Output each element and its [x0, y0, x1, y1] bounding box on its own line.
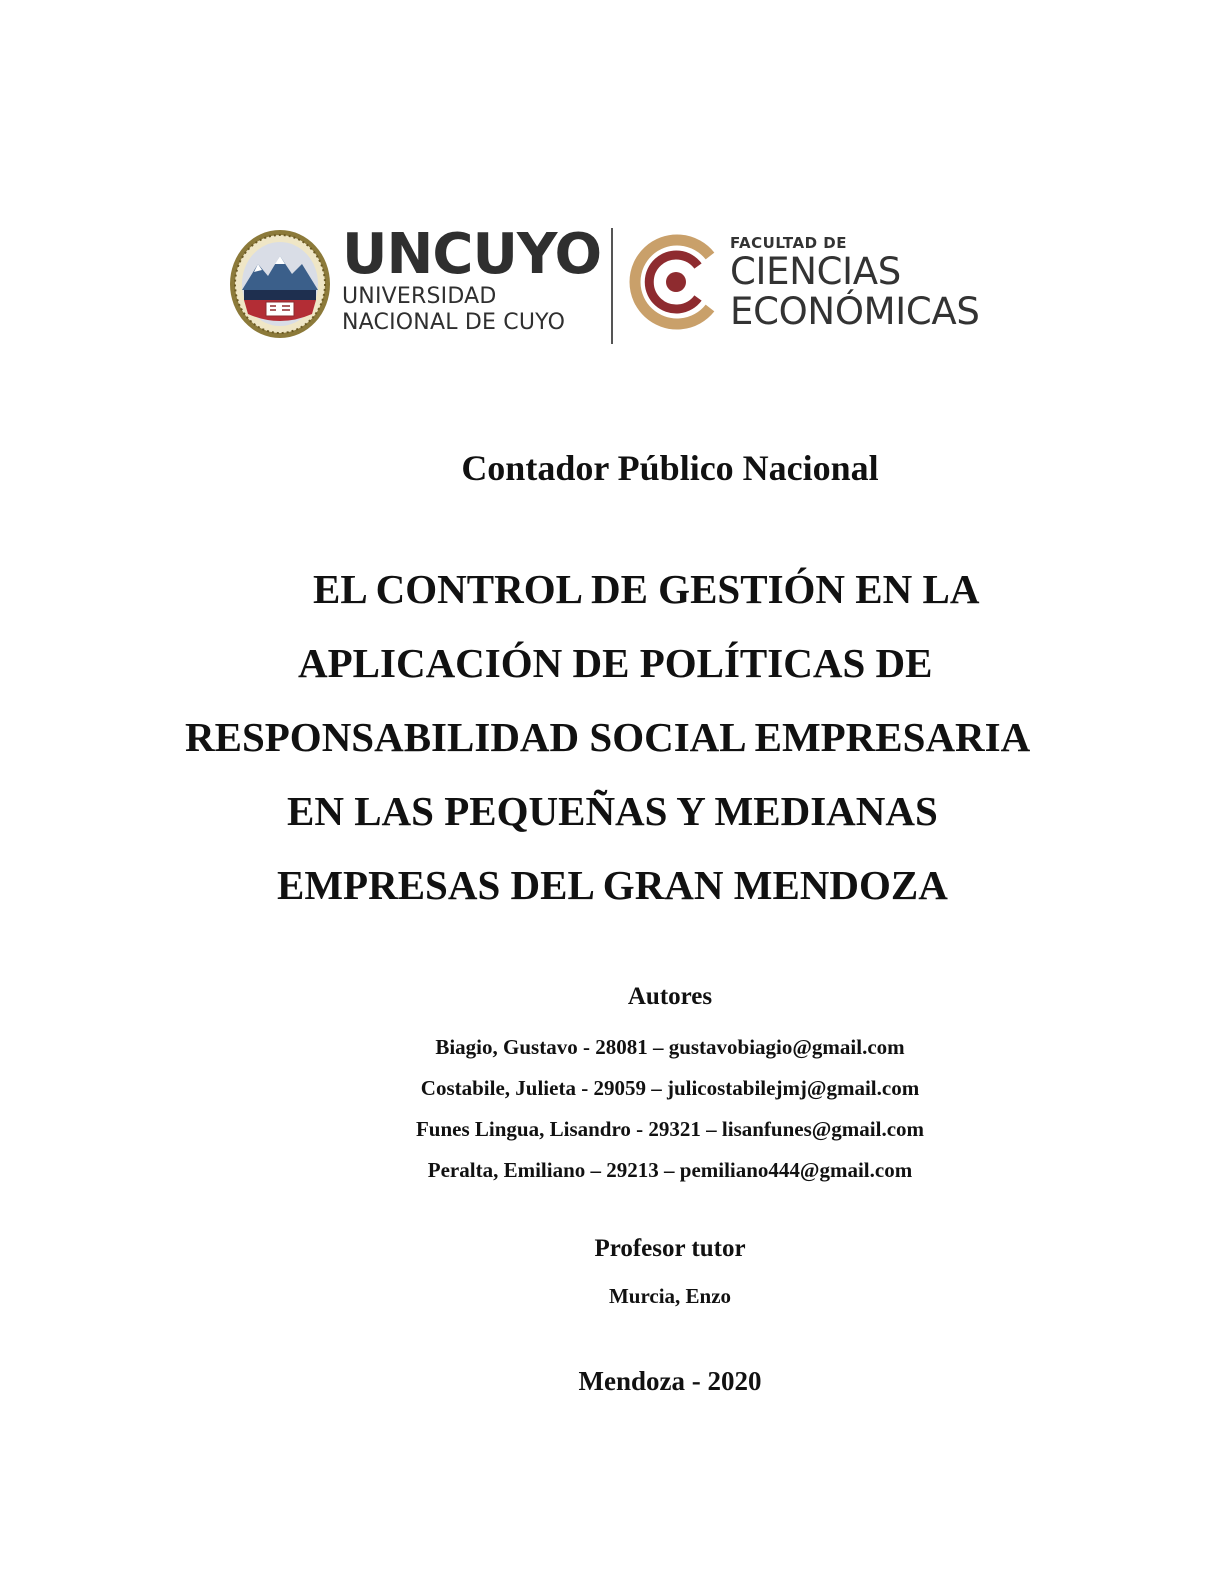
- faculty-emblem-icon: [628, 234, 724, 330]
- title-line-1: EL CONTROL DE GESTIÓN EN LA: [313, 566, 980, 612]
- title-line-5: EMPRESAS DEL GRAN MENDOZA: [277, 862, 948, 908]
- author-item: Funes Lingua, Lisandro - 29321 – lisanfunes@gmail.com: [415, 1117, 925, 1141]
- author-list: [0, 1027, 1224, 1191]
- authors-heading: Autores: [627, 983, 713, 1010]
- title-line-2: APLICACIÓN DE POLÍTICAS DE: [298, 640, 933, 686]
- author-item: Costabile, Julieta - 29059 – julicostabilejmj@gmail.com: [420, 1076, 920, 1100]
- author-item: Biagio, Gustavo - 28081 – gustavobiagio@gmail.com: [435, 1035, 905, 1059]
- logo-banner: [226, 222, 1026, 348]
- university-seal-icon: [228, 228, 332, 340]
- uncuyo-line-1: UNIVERSIDAD: [342, 284, 497, 309]
- tutor-heading: Profesor tutor: [594, 1235, 746, 1262]
- faculty-wordmark-block: [730, 234, 1030, 332]
- degree-title: Contador Público Nacional: [461, 448, 879, 488]
- faculty-line-1: FACULTAD DE: [730, 234, 847, 252]
- title-line-4: EN LAS PEQUEÑAS Y MEDIANAS: [287, 788, 938, 834]
- place-date: Mendoza - 2020: [578, 1366, 762, 1396]
- logo-divider: [611, 228, 613, 344]
- faculty-line-3: ECONÓMICAS: [730, 290, 980, 333]
- author-item: Peralta, Emiliano – 29213 – pemiliano444@gmail.com: [427, 1158, 913, 1182]
- title-line-3: RESPONSABILIDAD SOCIAL EMPRESARIA: [185, 714, 1031, 760]
- uncuyo-line-2: NACIONAL DE CUYO: [342, 310, 566, 335]
- faculty-line-2: CIENCIAS: [730, 250, 901, 293]
- tutor-name: Murcia, Enzo: [608, 1284, 732, 1308]
- uncuyo-wordmark: UNCUYO: [342, 222, 602, 287]
- uncuyo-wordmark-block: [342, 222, 602, 336]
